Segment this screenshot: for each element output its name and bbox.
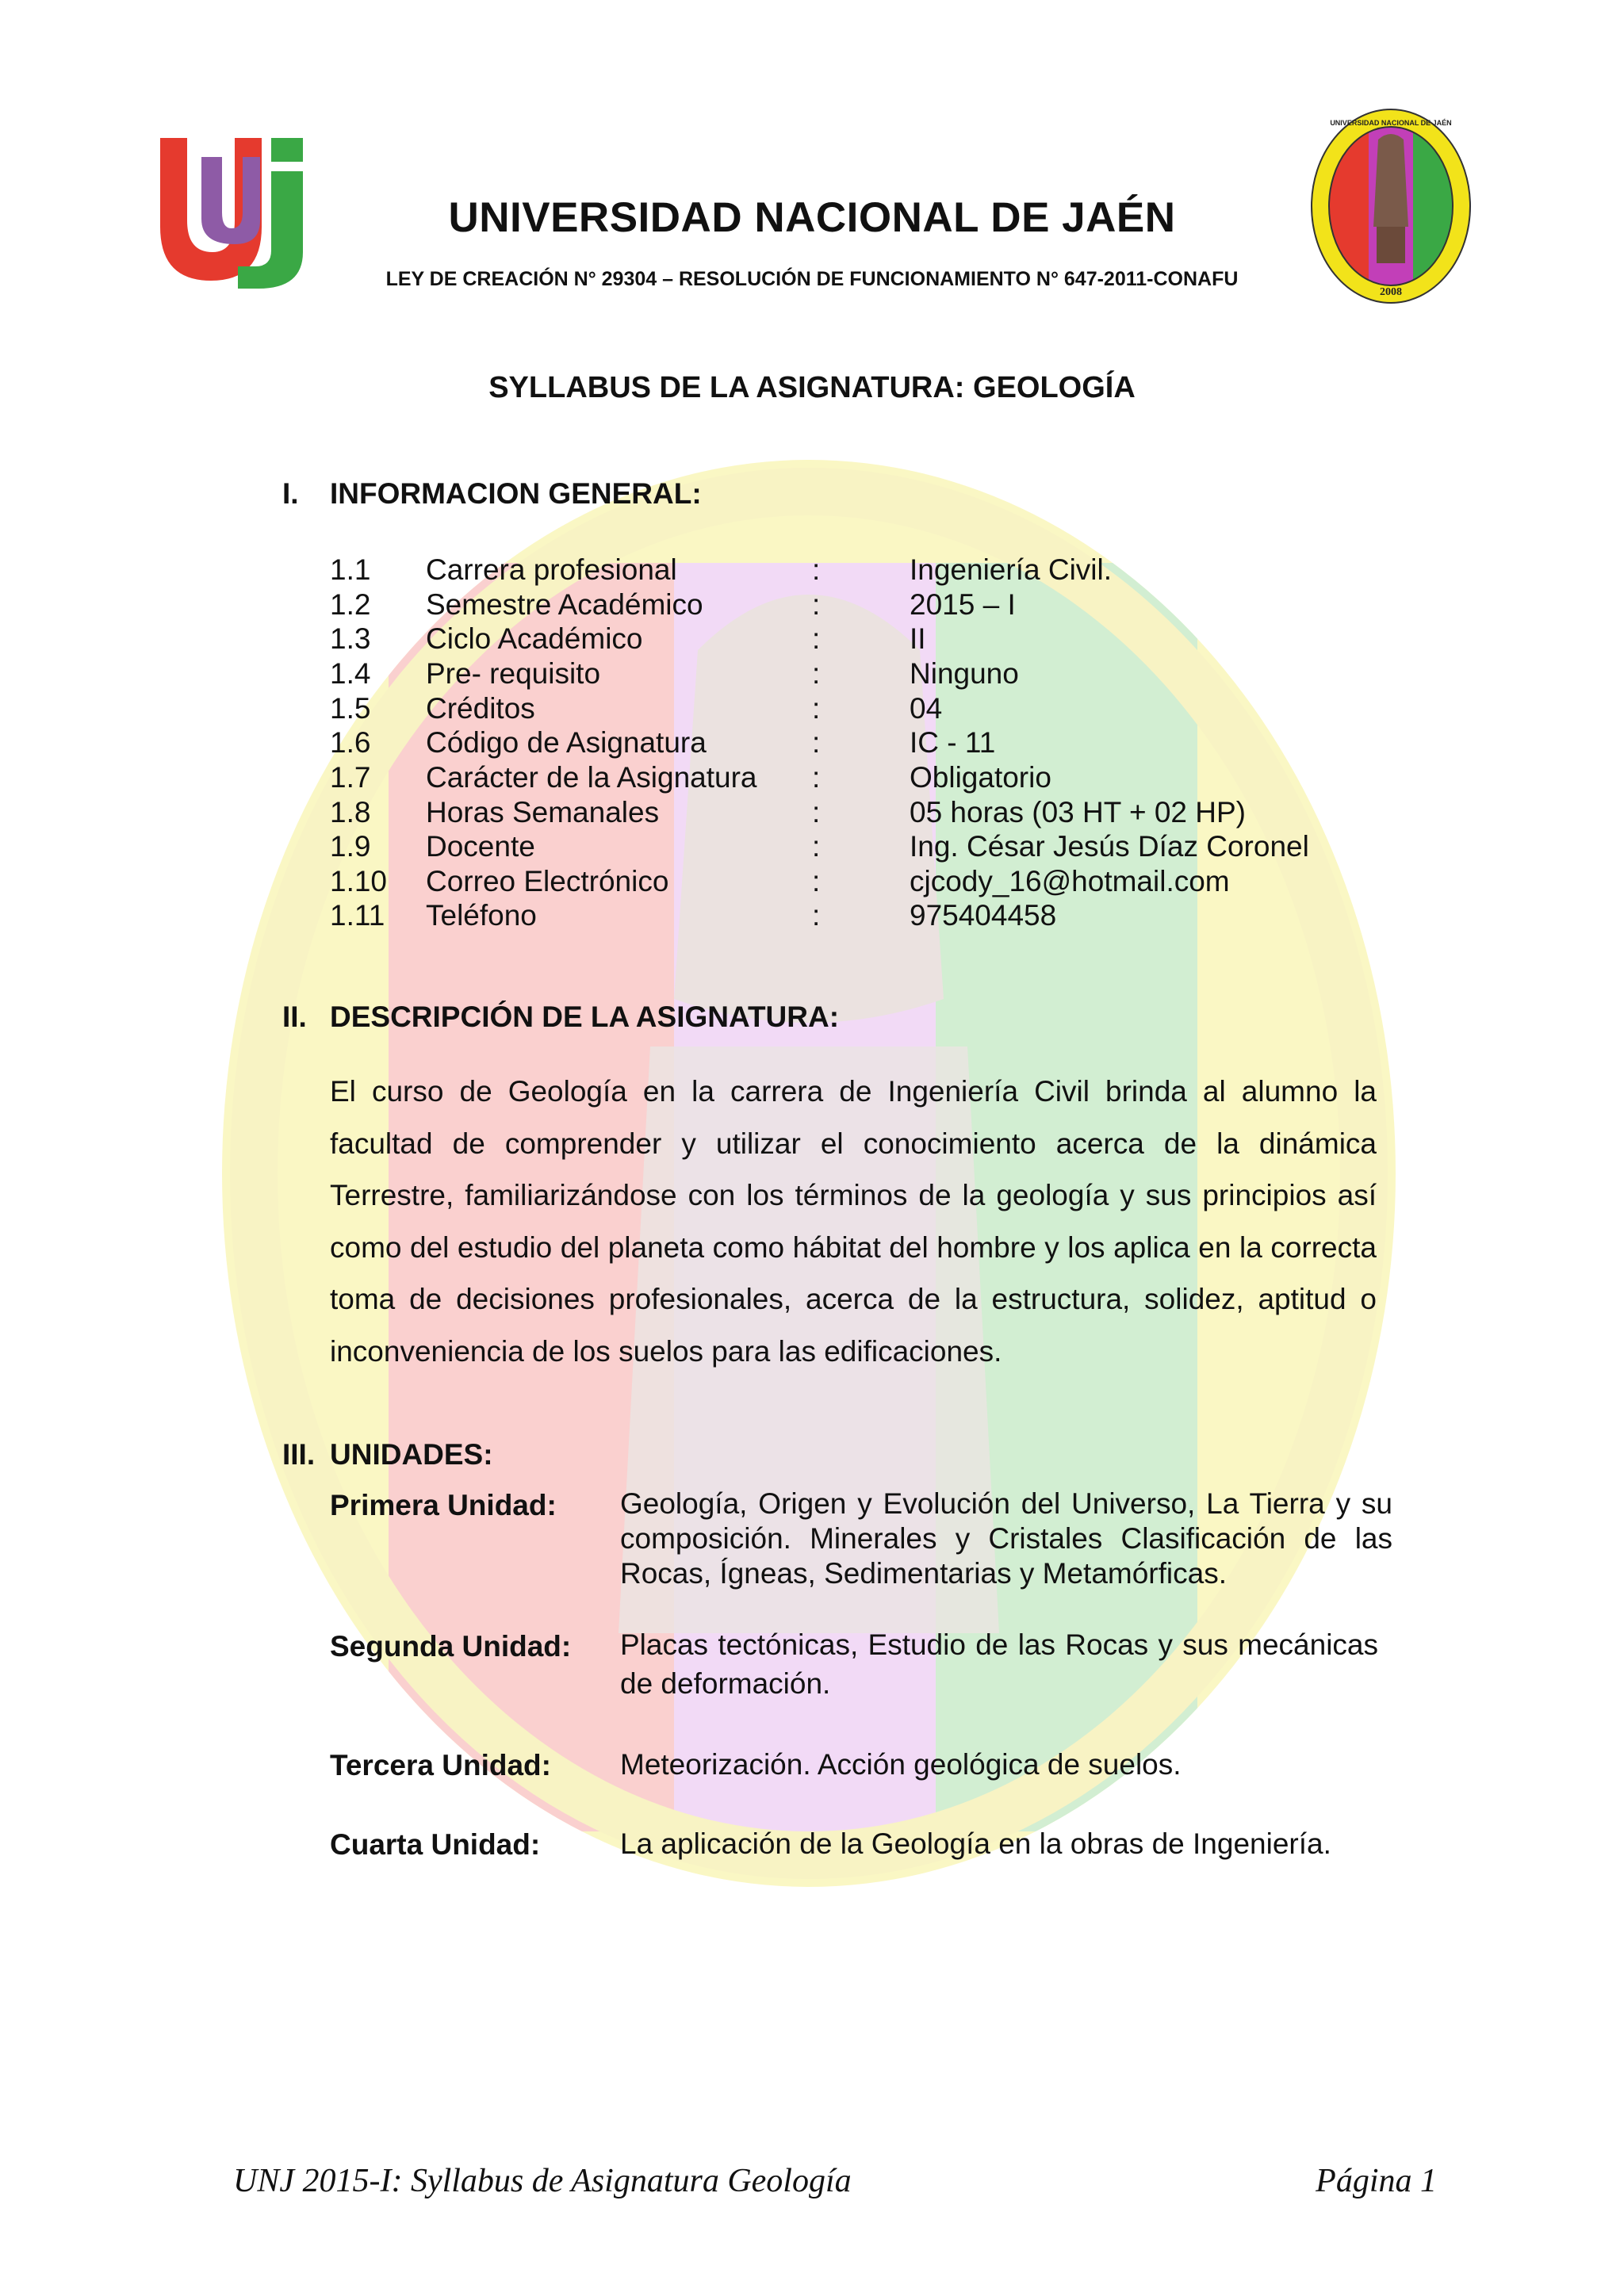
seal-text: UNIVERSIDAD NACIONAL DE JAÉN [1330,119,1452,127]
info-colon: : [812,865,821,897]
info-value: Obligatorio [910,761,1051,794]
info-colon: : [812,553,821,586]
info-row [0,692,1624,727]
unit-text: Geología, Origen y Evolución del Universo, La Tierra y su composición. Minerales y Cristales Clasificación de las Rocas, Ígneas, Sedimentarias y Metamórficas. [620,1487,1392,1590]
unit-text: Placas tectónicas, Estudio de las Rocas y sus mecánicas de deformación. [620,1628,1378,1700]
seal-year: 2008 [1380,286,1402,298]
info-value: IC - 11 [910,726,996,759]
info-value: II [910,622,926,655]
info-label: Carrera profesional [426,553,677,586]
info-colon: : [812,692,821,725]
info-row [0,830,1624,865]
info-colon: : [812,588,821,621]
info-number: 1.10 [330,865,388,897]
info-value: 05 horas (03 HT + 02 HP) [910,796,1247,828]
info-row [0,796,1624,831]
info-row [0,622,1624,657]
section-number: III. [282,1438,316,1471]
info-value: 04 [910,692,943,725]
course-description: El curso de Geología en la carrera de Ingeniería Civil brinda al alumno la facultad de comprender y utilizar el conocimiento acerca de la dinámica Terrestre, familiarizándose con los términos de la geología y sus principios así como del estudio del planeta como hábitat del hombre y los aplica en la correcta toma de decisiones profesionales, acerca de la estructura, solidez, aptitud o inconveniencia de los suelos para las edificaciones. [330,1075,1377,1368]
info-label: Pre- requisito [426,657,601,690]
info-row [0,899,1624,934]
university-subtitle: LEY DE CREACIÓN N° 29304 – RESOLUCIÓN DE FUNCIONAMIENTO N° 647-2011-CONAFU [385,268,1239,290]
page-number: Página 1 [1316,2163,1437,2199]
info-colon: : [812,761,821,794]
info-label: Docente [426,830,535,863]
university-name: UNIVERSIDAD NACIONAL DE JAÉN [448,194,1176,241]
info-label: Correo Electrónico [426,865,669,897]
info-row [0,657,1624,692]
info-label: Carácter de la Asignatura [426,761,757,794]
unit-text: Meteorización. Acción geológica de suelos. [620,1748,1182,1781]
info-number: 1.6 [330,726,371,759]
info-colon: : [812,899,821,932]
info-label: Horas Semanales [426,796,660,828]
unit-label: Cuarta Unidad: [330,1828,541,1861]
document-title: SYLLABUS DE LA ASIGNATURA: GEOLOGÍA [488,371,1136,404]
info-value: Ingeniería Civil. [910,553,1113,586]
info-number: 1.5 [330,692,371,725]
section-title: UNIDADES: [330,1438,493,1471]
info-row [0,761,1624,796]
info-value: Ing. César Jesús Díaz Coronel [910,830,1309,863]
unit-label: Segunda Unidad: [330,1630,572,1663]
info-row [0,588,1624,623]
info-label: Créditos [426,692,535,725]
info-row [0,726,1624,761]
info-number: 1.9 [330,830,371,863]
unit-text: La aplicación de la Geología en la obras de Ingeniería. [620,1827,1331,1860]
info-number: 1.3 [330,622,371,655]
info-colon: : [812,830,821,863]
info-label: Código de Asignatura [426,726,707,759]
info-row [0,865,1624,900]
footer-title: UNJ 2015-I: Syllabus de Asignatura Geología [233,2163,852,2199]
info-number: 1.8 [330,796,371,828]
unit-label: Primera Unidad: [330,1489,557,1521]
section-title: INFORMACION GENERAL: [330,477,702,510]
info-number: 1.11 [330,899,385,932]
info-colon: : [812,796,821,828]
info-number: 1.1 [330,553,371,586]
section-number: II. [282,1001,307,1033]
info-label: Teléfono [426,899,537,932]
info-colon: : [812,726,821,759]
unit-label: Tercera Unidad: [330,1749,551,1781]
info-number: 1.4 [330,657,371,690]
section-number: I. [282,477,299,510]
info-row [0,553,1624,588]
info-number: 1.7 [330,761,371,794]
info-value: cjcody_16@hotmail.com [910,865,1230,897]
info-label: Ciclo Académico [426,622,643,655]
info-colon: : [812,622,821,655]
info-number: 1.2 [330,588,371,621]
info-value: 2015 – I [910,588,1016,621]
section-title: DESCRIPCIÓN DE LA ASIGNATURA: [330,1001,840,1033]
info-colon: : [812,657,821,690]
info-label: Semestre Académico [426,588,703,621]
info-value: 975404458 [910,899,1057,932]
info-value: Ninguno [910,657,1019,690]
